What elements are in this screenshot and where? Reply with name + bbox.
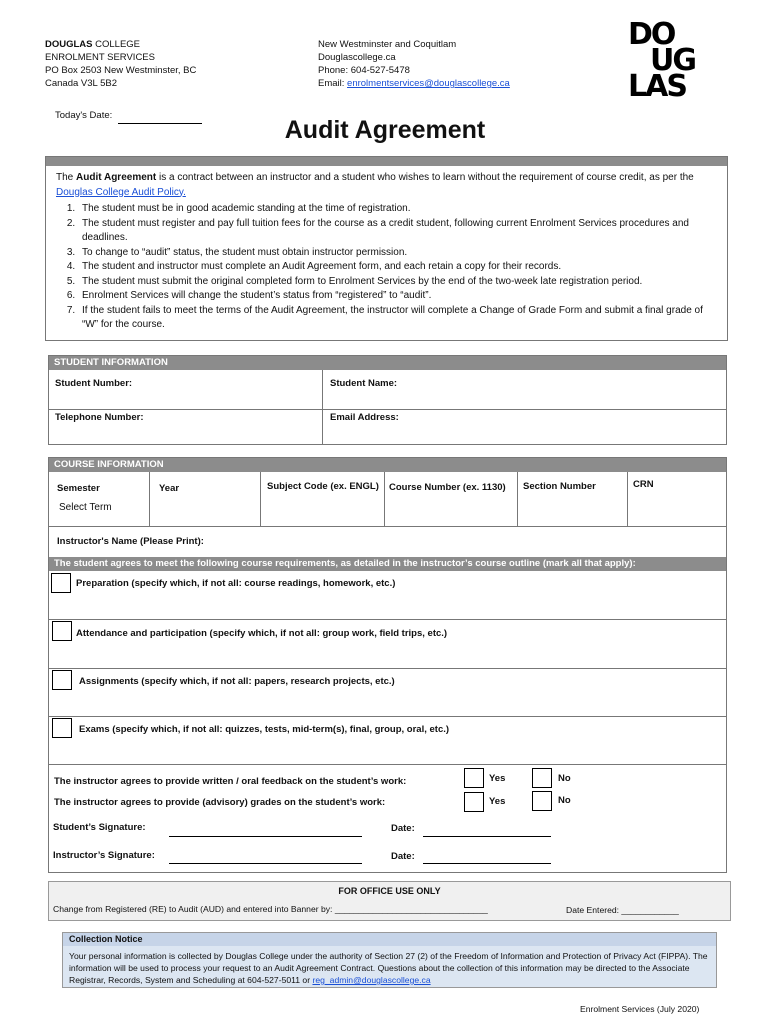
year-field[interactable]: Year	[159, 483, 180, 494]
section-number-field[interactable]: Section Number	[523, 481, 596, 492]
feedback-no-label: No	[558, 773, 571, 784]
student-date-label: Date:	[391, 823, 415, 834]
grades-question: The instructor agrees to provide (advisory) grades on the student’s work:	[54, 797, 386, 808]
logo-line-1: DO	[628, 17, 675, 52]
intro-lead-bold: Audit Agreement	[76, 172, 157, 183]
collection-notice-heading: Collection Notice	[63, 933, 716, 946]
rule-item: 5. The student must submit the original completed form to Enrolment Services by the end of the two-week late registration period.	[78, 275, 721, 290]
student-info-heading: STUDENT INFORMATION	[49, 356, 726, 370]
intro-lead-cont: is a contract between an instructor and a student who wishes to learn without the requirement of course credit, as per the	[156, 172, 694, 183]
collection-notice	[62, 932, 717, 988]
intro-text	[56, 171, 721, 333]
preparation-checkbox[interactable]	[51, 573, 71, 593]
student-info-section	[48, 355, 727, 445]
feedback-no-checkbox[interactable]	[532, 768, 552, 788]
todays-date-label: Today's Date:	[55, 110, 113, 121]
intro-box	[45, 156, 728, 341]
dept-name: ENROLMENT SERVICES	[45, 52, 155, 63]
exams-checkbox[interactable]	[52, 718, 72, 738]
college-address	[45, 38, 196, 90]
subject-code-field[interactable]: Subject Code (ex. ENGL)	[267, 481, 379, 492]
preparation-label: Preparation (specify which, if not all: course readings, homework, etc.)	[76, 578, 396, 589]
semester-label: Semester	[57, 483, 100, 494]
office-use-heading: FOR OFFICE USE ONLY	[338, 886, 441, 896]
crn-field[interactable]: CRN	[633, 479, 654, 490]
semester-select[interactable]: Select Term	[59, 502, 112, 513]
rule-item: 4. The student and instructor must complete an Audit Agreement form, and each retain a copy for their records.	[78, 260, 721, 275]
instructor-date-label: Date:	[391, 851, 415, 862]
footer-text: Enrolment Services (July 2020)	[580, 1004, 700, 1014]
feedback-question: The instructor agrees to provide written / oral feedback on the student’s work:	[54, 776, 407, 787]
collection-notice-text	[69, 950, 714, 986]
requirements-bar: The student agrees to meet the following course requirements, as detailed in the instructor’s course outline (mark all that apply):	[49, 557, 726, 571]
logo-line-3: LAS	[628, 69, 686, 104]
rule-item: 6. Enrolment Services will change the student’s status from “registered” to “audit”.	[78, 289, 721, 304]
student-number-field[interactable]: Student Number:	[55, 378, 133, 389]
feedback-yes-label: Yes	[489, 773, 506, 784]
rule-item: 2. The student must register and pay full tuition fees for the course as a credit student, following current Enrolment Services procedures and deadlines.	[78, 217, 721, 246]
notice-body: Your personal information is collected by Douglas College under the authority of Section 27 (2) of the Freedom of Information and Protection of Privacy Act (FIPPA). The information will be used to process your request to an Audit Agreement Contract. Questions about the collection of this information may be directed to the Associate Registrar, Records, System and Scheduling at 604-527-5011 or	[69, 951, 708, 985]
college-contact	[318, 38, 510, 90]
course-number-field[interactable]: Course Number (ex. 1130)	[389, 482, 506, 493]
grades-yes-label: Yes	[489, 796, 506, 807]
attendance-checkbox[interactable]	[52, 621, 72, 641]
telephone-field[interactable]: Telephone Number:	[55, 412, 144, 423]
rule-item: 3. To change to “audit” status, the student must obtain instructor permission.	[78, 246, 721, 261]
org-name-bold: DOUGLAS	[45, 39, 93, 50]
student-name-field[interactable]: Student Name:	[330, 378, 398, 389]
exams-label: Exams (specify which, if not all: quizzes, tests, mid-term(s), final, group, oral, etc.)	[79, 724, 450, 735]
intro-lead: The	[56, 172, 77, 183]
instructor-signature-label: Instructor’s Signature:	[53, 850, 155, 861]
grades-no-label: No	[558, 795, 571, 806]
logo-line-2: UG	[650, 43, 695, 78]
rule-item: 1. The student must be in good academic standing at the time of registration.	[78, 202, 721, 217]
rules-list	[56, 202, 721, 333]
assignments-label: Assignments (specify which, if not all: papers, research projects, etc.)	[79, 676, 395, 687]
instructor-name-field[interactable]: Instructor's Name (Please Print):	[57, 536, 204, 547]
org-name-rest: COLLEGE	[92, 39, 141, 50]
course-info-section	[48, 457, 727, 873]
phone: Phone: 604-527-5478	[318, 65, 410, 76]
grades-yes-checkbox[interactable]	[464, 792, 484, 812]
postal-code: Canada V3L 5B2	[45, 78, 118, 89]
course-info-heading: COURSE INFORMATION	[49, 458, 726, 472]
feedback-yes-checkbox[interactable]	[464, 768, 484, 788]
website: Douglascollege.ca	[318, 52, 396, 63]
page-title: Audit Agreement	[284, 116, 486, 144]
instructor-signature-field[interactable]	[169, 863, 362, 864]
douglas-logo	[628, 17, 718, 106]
grades-no-checkbox[interactable]	[532, 791, 552, 811]
audit-policy-link[interactable]: Douglas College Audit Policy.	[56, 186, 186, 198]
instructor-date-field[interactable]	[423, 863, 551, 864]
office-date-entered: Date Entered: ____________	[566, 905, 679, 915]
campuses: New Westminster and Coquitlam	[318, 39, 457, 50]
student-date-field[interactable]	[423, 836, 551, 837]
intro-bar	[46, 157, 727, 166]
office-use-box	[48, 881, 731, 921]
email-address-field[interactable]: Email Address:	[330, 412, 399, 423]
po-box: PO Box 2503 New Westminster, BC	[45, 65, 197, 76]
student-signature-field[interactable]	[169, 836, 362, 837]
enrolment-email-link[interactable]: enrolmentservices@douglascollege.ca	[347, 78, 510, 89]
assignments-checkbox[interactable]	[52, 670, 72, 690]
rule-item: 7. If the student fails to meet the terms of the Audit Agreement, the instructor will complete a Change of Grade Form and submit a final grade of “W” for the course.	[78, 304, 721, 333]
office-change-text: Change from Registered (RE) to Audit (AUD) and entered into Banner by: ________________________________	[53, 904, 488, 914]
attendance-label: Attendance and participation (specify which, if not all: group work, field trips, etc.)	[76, 628, 448, 639]
reg-admin-email-link[interactable]: reg_admin@douglascollege.ca	[312, 975, 431, 985]
student-signature-label: Student’s Signature:	[53, 822, 146, 833]
email-label: Email:	[318, 78, 348, 89]
